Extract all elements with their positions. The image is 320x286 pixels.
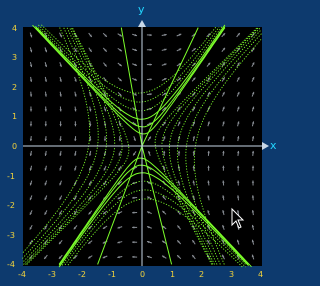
y-tick-label: -3 xyxy=(7,231,15,240)
y-axis-label: y xyxy=(138,3,145,16)
y-axis-arrow-icon xyxy=(138,20,146,27)
y-tick-label: -4 xyxy=(7,260,15,269)
x-axis-arrow-icon xyxy=(262,142,269,150)
y-tick-label: 4 xyxy=(12,24,18,33)
x-tick-label: 1 xyxy=(170,270,176,279)
x-tick-label: -2 xyxy=(78,270,86,279)
y-tick-label: 0 xyxy=(12,142,18,151)
x-tick-label: 2 xyxy=(199,270,205,279)
y-tick-labels xyxy=(7,24,17,269)
y-tick-label: 2 xyxy=(12,83,18,92)
x-tick-label: 3 xyxy=(229,270,235,279)
x-axis-label: x xyxy=(270,139,277,152)
x-tick-label: -1 xyxy=(108,270,116,279)
y-tick-label: -1 xyxy=(7,172,15,181)
x-tick-label: 4 xyxy=(258,270,264,279)
x-tick-labels xyxy=(18,270,263,279)
y-tick-label: 3 xyxy=(12,53,18,62)
x-tick-label: 0 xyxy=(140,270,146,279)
y-tick-label: 1 xyxy=(12,112,18,121)
y-tick-label: -2 xyxy=(7,201,15,210)
x-tick-label: -4 xyxy=(18,270,26,279)
x-tick-label: -3 xyxy=(48,270,56,279)
